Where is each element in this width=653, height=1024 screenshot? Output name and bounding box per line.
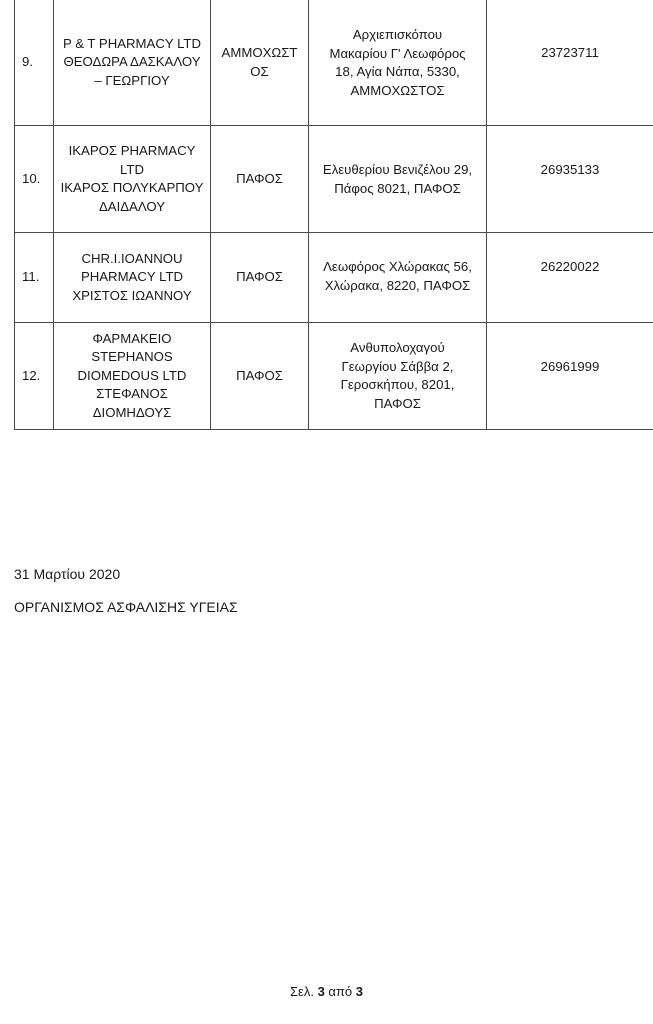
table-row [15, 126, 653, 233]
pharmacy-phone: 26935133 [540, 162, 600, 177]
current-page: 3 [317, 984, 325, 999]
row-number: 12. [15, 323, 54, 430]
pharmacy-phone-cell [487, 0, 653, 126]
pharmacy-address: Ανθυπολοχαγού Γεωργίου Σάββα 2, Γεροσκήπου, 8201, ΠΑΦΟΣ [340, 340, 455, 411]
pharmacy-city: ΠΑΦΟΣ [211, 126, 309, 233]
pharmacy-phone-cell [487, 323, 653, 430]
page-separator: από [328, 984, 353, 999]
row-number: 9. [15, 0, 54, 126]
pharmacy-phone: 26220022 [540, 259, 600, 274]
pharmacy-address: Αρχιεπισκόπου Μακαρίου Γ' Λεωφόρος 18, Αγία Νάπα, 5330, ΑΜΜΟΧΩΣΤΟΣ [329, 27, 466, 98]
pharmacy-address-cell [309, 233, 487, 323]
pharmacy-phone: 23723711 [541, 45, 599, 60]
pharmacy-city: ΠΑΦΟΣ [211, 323, 309, 430]
pharmacy-address: Λεωφόρος Χλώρακας 56, Χλώρακα, 8220, ΠΑΦΟΣ [323, 259, 472, 293]
total-pages: 3 [355, 984, 363, 999]
pharmacy-address-cell [309, 323, 487, 430]
table-row [15, 233, 653, 323]
pharmacy-phone: 26961999 [540, 359, 600, 374]
table-row [15, 323, 653, 430]
table-row [15, 0, 653, 126]
row-number: 11. [15, 233, 54, 323]
pharmacy-name: P & T PHARMACY LTD ΘΕΟΔΩΡΑ ΔΑΣΚΑΛΟΥ – ΓΕΩΡΓΙΟΥ [54, 0, 211, 126]
organization-name: ΟΡΓΑΝΙΣΜΟΣ ΑΣΦΑΛΙΣΗΣ ΥΓΕΙΑΣ [14, 599, 238, 615]
pharmacy-address: Ελευθερίου Βενιζέλου 29, Πάφος 8021, ΠΑΦΟΣ [322, 162, 473, 196]
pharmacy-phone-cell [487, 233, 653, 323]
pharmacy-phone-cell [487, 126, 653, 233]
pharmacy-address-cell [309, 0, 487, 126]
pharmacy-name: ΦΑΡΜΑΚΕΙΟ STEPHANOS DIOMEDOUS LTD ΣΤΕΦΑΝΟΣ ΔΙΟΜΗΔΟΥΣ [54, 323, 211, 430]
row-number: 10. [15, 126, 54, 233]
pharmacy-city: ΑΜΜΟΧΩΣΤ ΟΣ [211, 0, 309, 126]
pharmacy-city: ΠΑΦΟΣ [211, 233, 309, 323]
pharmacy-name: ΙΚΑΡΟΣ PHARMACY LTD ΙΚΑΡΟΣ ΠΟΛΥΚΑΡΠΟΥ ΔΑΙΔΑΛΟΥ [54, 126, 211, 233]
document-date: 31 Μαρτίου 2020 [14, 566, 121, 582]
page-prefix: Σελ. [289, 984, 314, 999]
pharmacy-address-cell [309, 126, 487, 233]
pharmacy-name: CHR.I.IOANNOU PHARMACY LTD ΧΡΙΣΤΟΣ ΙΩΑΝΝΟΥ [54, 233, 211, 323]
page-number-footer [0, 984, 653, 999]
pharmacy-table [14, 0, 653, 430]
